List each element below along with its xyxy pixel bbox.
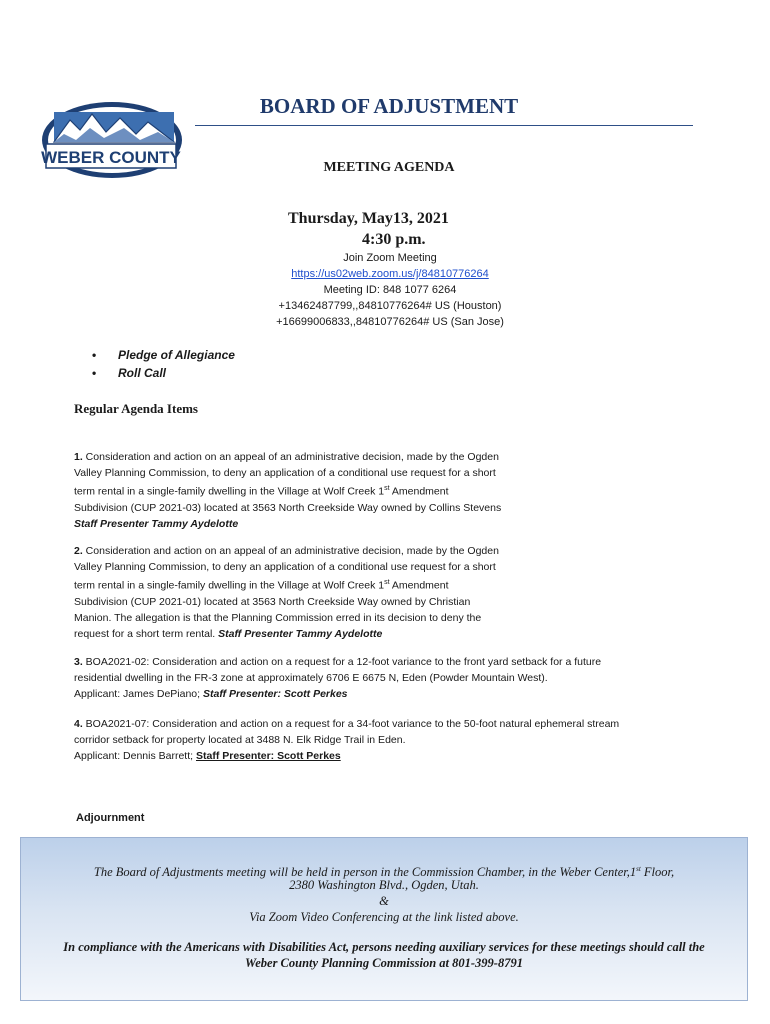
meeting-id: Meeting ID: 848 1077 6264: [323, 284, 457, 296]
phone-sanjose: +16699006833,,84810776264# US (San Jose): [276, 316, 504, 328]
staff-presenter: Staff Presenter Tammy Aydelotte: [74, 517, 239, 530]
agenda-item-1: 1. Consideration and action on an appeal of an administrative decision, made by the Ogden Valley Planning Commission, to deny an application of a conditional use request for a short term rental in a single-family dwelling in the Village at Wolf Creek 1st Amendment Subdivision (CUP 2021-03) located at 3563 North Creekside Way owned by Collins Stevens Staff Presenter Tammy Aydelotte: [74, 451, 502, 530]
notice-location: The Board of Adjustments meeting will be held in person in the Commission Chamber, in the Weber Center,1st Floor,: [93, 865, 675, 880]
adjournment: Adjournment: [76, 812, 145, 824]
list-item: • Pledge of Allegiance: [92, 348, 235, 362]
agenda-item-4: 4. BOA2021-07: Consideration and action on a request for a 34-foot variance to the 50-foot natural ephemeral stream corridor setback for property located at 3488 N. Elk Ridge Trail in Eden. Applicant: Dennis Barrett; Staff Presenter: Scott Perkes: [74, 718, 620, 762]
title-divider: [195, 125, 693, 126]
notice-box: [20, 837, 748, 1001]
weber-county-logo: [40, 98, 185, 180]
staff-presenter: Staff Presenter: Scott Perkes: [202, 688, 348, 700]
zoom-info: [240, 250, 540, 330]
page-subtitle: MEETING AGENDA: [323, 160, 455, 175]
notice-address: 2380 Washington Blvd., Ogden, Utah.: [289, 878, 479, 892]
list-item: • Roll Call: [92, 366, 167, 380]
meeting-time: 4:30 p.m.: [362, 231, 426, 248]
zoom-label: Join Zoom Meeting: [343, 252, 437, 264]
agenda-item-3: 3. BOA2021-02: Consideration and action on a request for a 12-foot variance to the front yard setback for a future residential dwelling in the FR-3 zone at approximately 6706 E 6675 N, Eden (Powder Mountain West). Applicant: James DePiano; Staff Presenter: Scott Perkes: [74, 656, 602, 700]
notice-zoom: Via Zoom Video Conferencing at the link listed above.: [249, 910, 519, 924]
logo-text: WEBER COUNTY: [41, 148, 181, 167]
opening-items-list: [92, 346, 235, 382]
zoom-link[interactable]: https://us02web.zoom.us/j/84810776264: [291, 268, 489, 280]
page-title: BOARD OF ADJUSTMENT: [259, 94, 519, 118]
bullet-icon: •: [92, 348, 97, 362]
agenda-item-2: 2. Consideration and action on an appeal of an administrative decision, made by the Ogden Valley Planning Commission, to deny an application of a conditional use request for a short term rental in a single-family dwelling in the Village at Wolf Creek 1st Amendment Subdivision (CUP 2021-01) located at 3563 North Creekside Way owned by Christian Manion. The allegation is that the Planning Commission erred in its decision to deny the request for a short term rental. Staff Presenter Tammy Aydelotte: [74, 545, 499, 640]
ada-notice-line1: In compliance with the Americans with Disabilities Act, persons needing auxiliary services for these meetings should call the: [63, 940, 705, 954]
bullet-icon: •: [92, 366, 97, 380]
notice-ampersand: &: [379, 894, 389, 908]
staff-presenter: Staff Presenter: Scott Perkes: [195, 750, 341, 762]
regular-agenda-heading: Regular Agenda Items: [74, 401, 198, 416]
phone-houston: +13462487799,,84810776264# US (Houston): [278, 300, 502, 312]
meeting-date: Thursday, May13, 2021: [288, 210, 449, 227]
staff-presenter: Staff Presenter Tammy Aydelotte: [218, 627, 383, 640]
ada-notice-line2: Weber County Planning Commission at 801-399-8791: [245, 956, 523, 970]
